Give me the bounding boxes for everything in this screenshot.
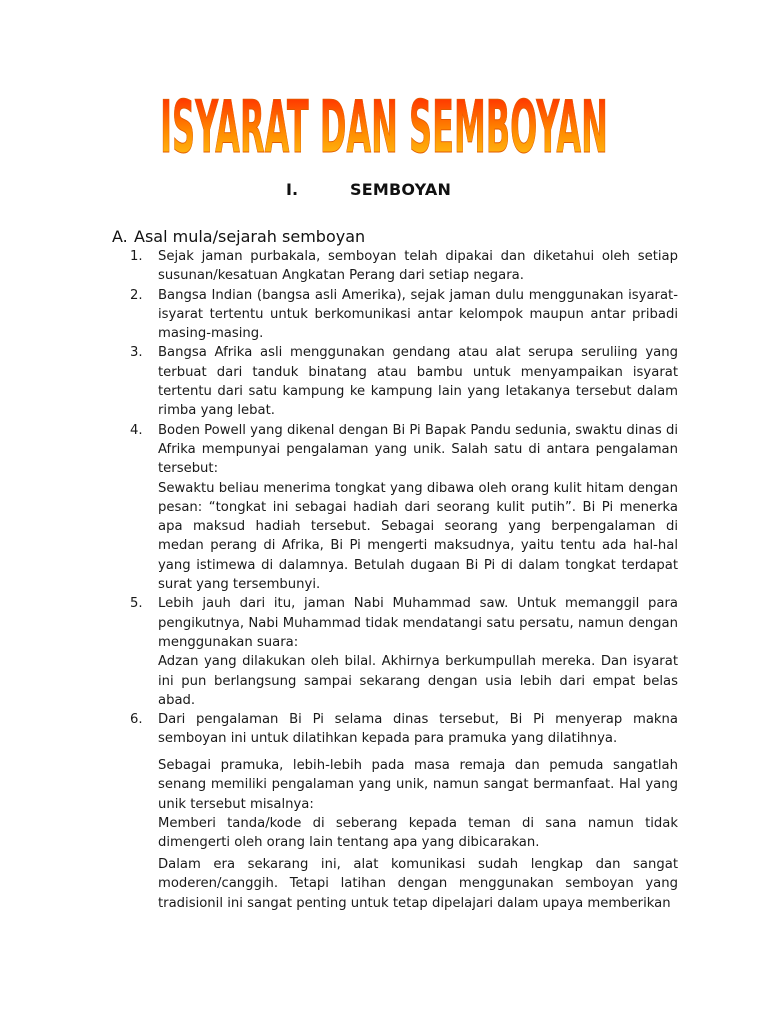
list-item-text: Bangsa Indian (bangsa asli Amerika), sejak jaman dulu menggunakan isyarat-isyarat tertentu untuk berkomunikasi antar kelompok maupun antar pribadi masing-masing.	[158, 287, 678, 342]
paragraph-text: Memberi tanda/kode di seberang kepada teman di sana namun tidak dimengerti oleh orang lain tentang apa yang dibicarakan.	[158, 815, 678, 851]
list-item	[130, 286, 678, 344]
list-item-marker: 6.	[130, 712, 143, 728]
subsection-title: Asal mula/sejarah semboyan	[134, 227, 366, 246]
list-item-text: Sewaktu beliau menerima tongkat yang dibawa oleh orang kulit hitam dengan pesan: “tongkat ini sebagai hadiah dari seorang kulit putih”. Bi Pi menerka apa maksud hadiah tersebut. Sebagai seorang yang berpengalaman di medan perang di Afrika, Bi Pi mengerti maksudnya, yaitu tentu ada hal-hal yang istimewa di dalamnya. Betulah dugaan Bi Pi di dalam tongkat terdapat surat yang tersembunyi.	[158, 480, 678, 593]
subsection-letter: A.	[112, 227, 128, 246]
paragraph-block-2	[158, 855, 678, 913]
list-item-text: Adzan yang dilakukan oleh bilal. Akhirnya berkumpullah mereka. Dan isyarat ini pun berlangsung sampai sekarang dengan usia lebih dari empat belas abad.	[158, 654, 678, 708]
title-banner	[140, 76, 628, 172]
list-item	[130, 343, 678, 420]
list-item	[130, 247, 678, 286]
list-item-text: Lebih jauh dari itu, jaman Nabi Muhammad saw. Untuk memanggil para pengikutnya, Nabi Muhammad tidak mendatangi satu persatu, namun dengan menggunakan suara:	[158, 596, 678, 650]
paragraph-text: Dalam era sekarang ini, alat komunikasi sudah lengkap dan sangat moderen/canggih. Tetapi latihan dengan menggunakan semboyan yang tradisionil ini sangat penting untuk tetap dipelajari dalam upaya memberikan	[158, 857, 678, 911]
list-item-marker: 4.	[130, 422, 143, 438]
title-banner-art	[140, 76, 628, 172]
list-item	[130, 421, 678, 595]
list-item-marker: 3.	[130, 345, 143, 361]
list-item	[130, 594, 678, 710]
section-number: I.	[286, 180, 299, 199]
list-item-marker: 2.	[130, 287, 143, 303]
list-item-marker: 5.	[130, 596, 143, 612]
list-item	[130, 710, 678, 749]
numbered-list	[130, 247, 678, 749]
section-title: SEMBOYAN	[350, 180, 452, 199]
subsection-heading	[112, 227, 365, 246]
banner-title: ISYARAT DAN SEMBOYAN	[160, 86, 608, 171]
paragraph-block-1	[158, 756, 678, 852]
list-item-text: Sejak jaman purbakala, semboyan telah dipakai dan diketahui oleh setiap susunan/kesatuan Angkatan Perang dari setiap negara.	[158, 249, 678, 284]
list-item-text: Bangsa Afrika asli menggunakan gendang atau alat serupa seruliing yang terbuat dari tanduk binatang atau bambu untuk menyampaikan isyarat tertentu dari satu kampung ke kampung lain yang letakanya tersebut dalam rimba yang lebat.	[158, 345, 678, 419]
list-item-text: Boden Powell yang dikenal dengan Bi Pi Bapak Pandu sedunia, swaktu dinas di Afrika mempunyai pengalaman yang unik. Salah satu di antara pengalaman tersebut:	[158, 422, 678, 477]
list-item-marker: 1.	[130, 249, 143, 264]
list-item-text: Dari pengalaman Bi Pi selama dinas tersebut, Bi Pi menyerap makna semboyan ini untuk dilatihkan kepada para pramuka yang dilatihnya.	[158, 712, 678, 747]
paragraph-text: Sebagai pramuka, lebih-lebih pada masa remaja dan pemuda sangatlah senang memiliki pengalaman yang unik, namun sangat bermanfaat. Hal yang unik tersebut misalnya:	[158, 758, 678, 812]
